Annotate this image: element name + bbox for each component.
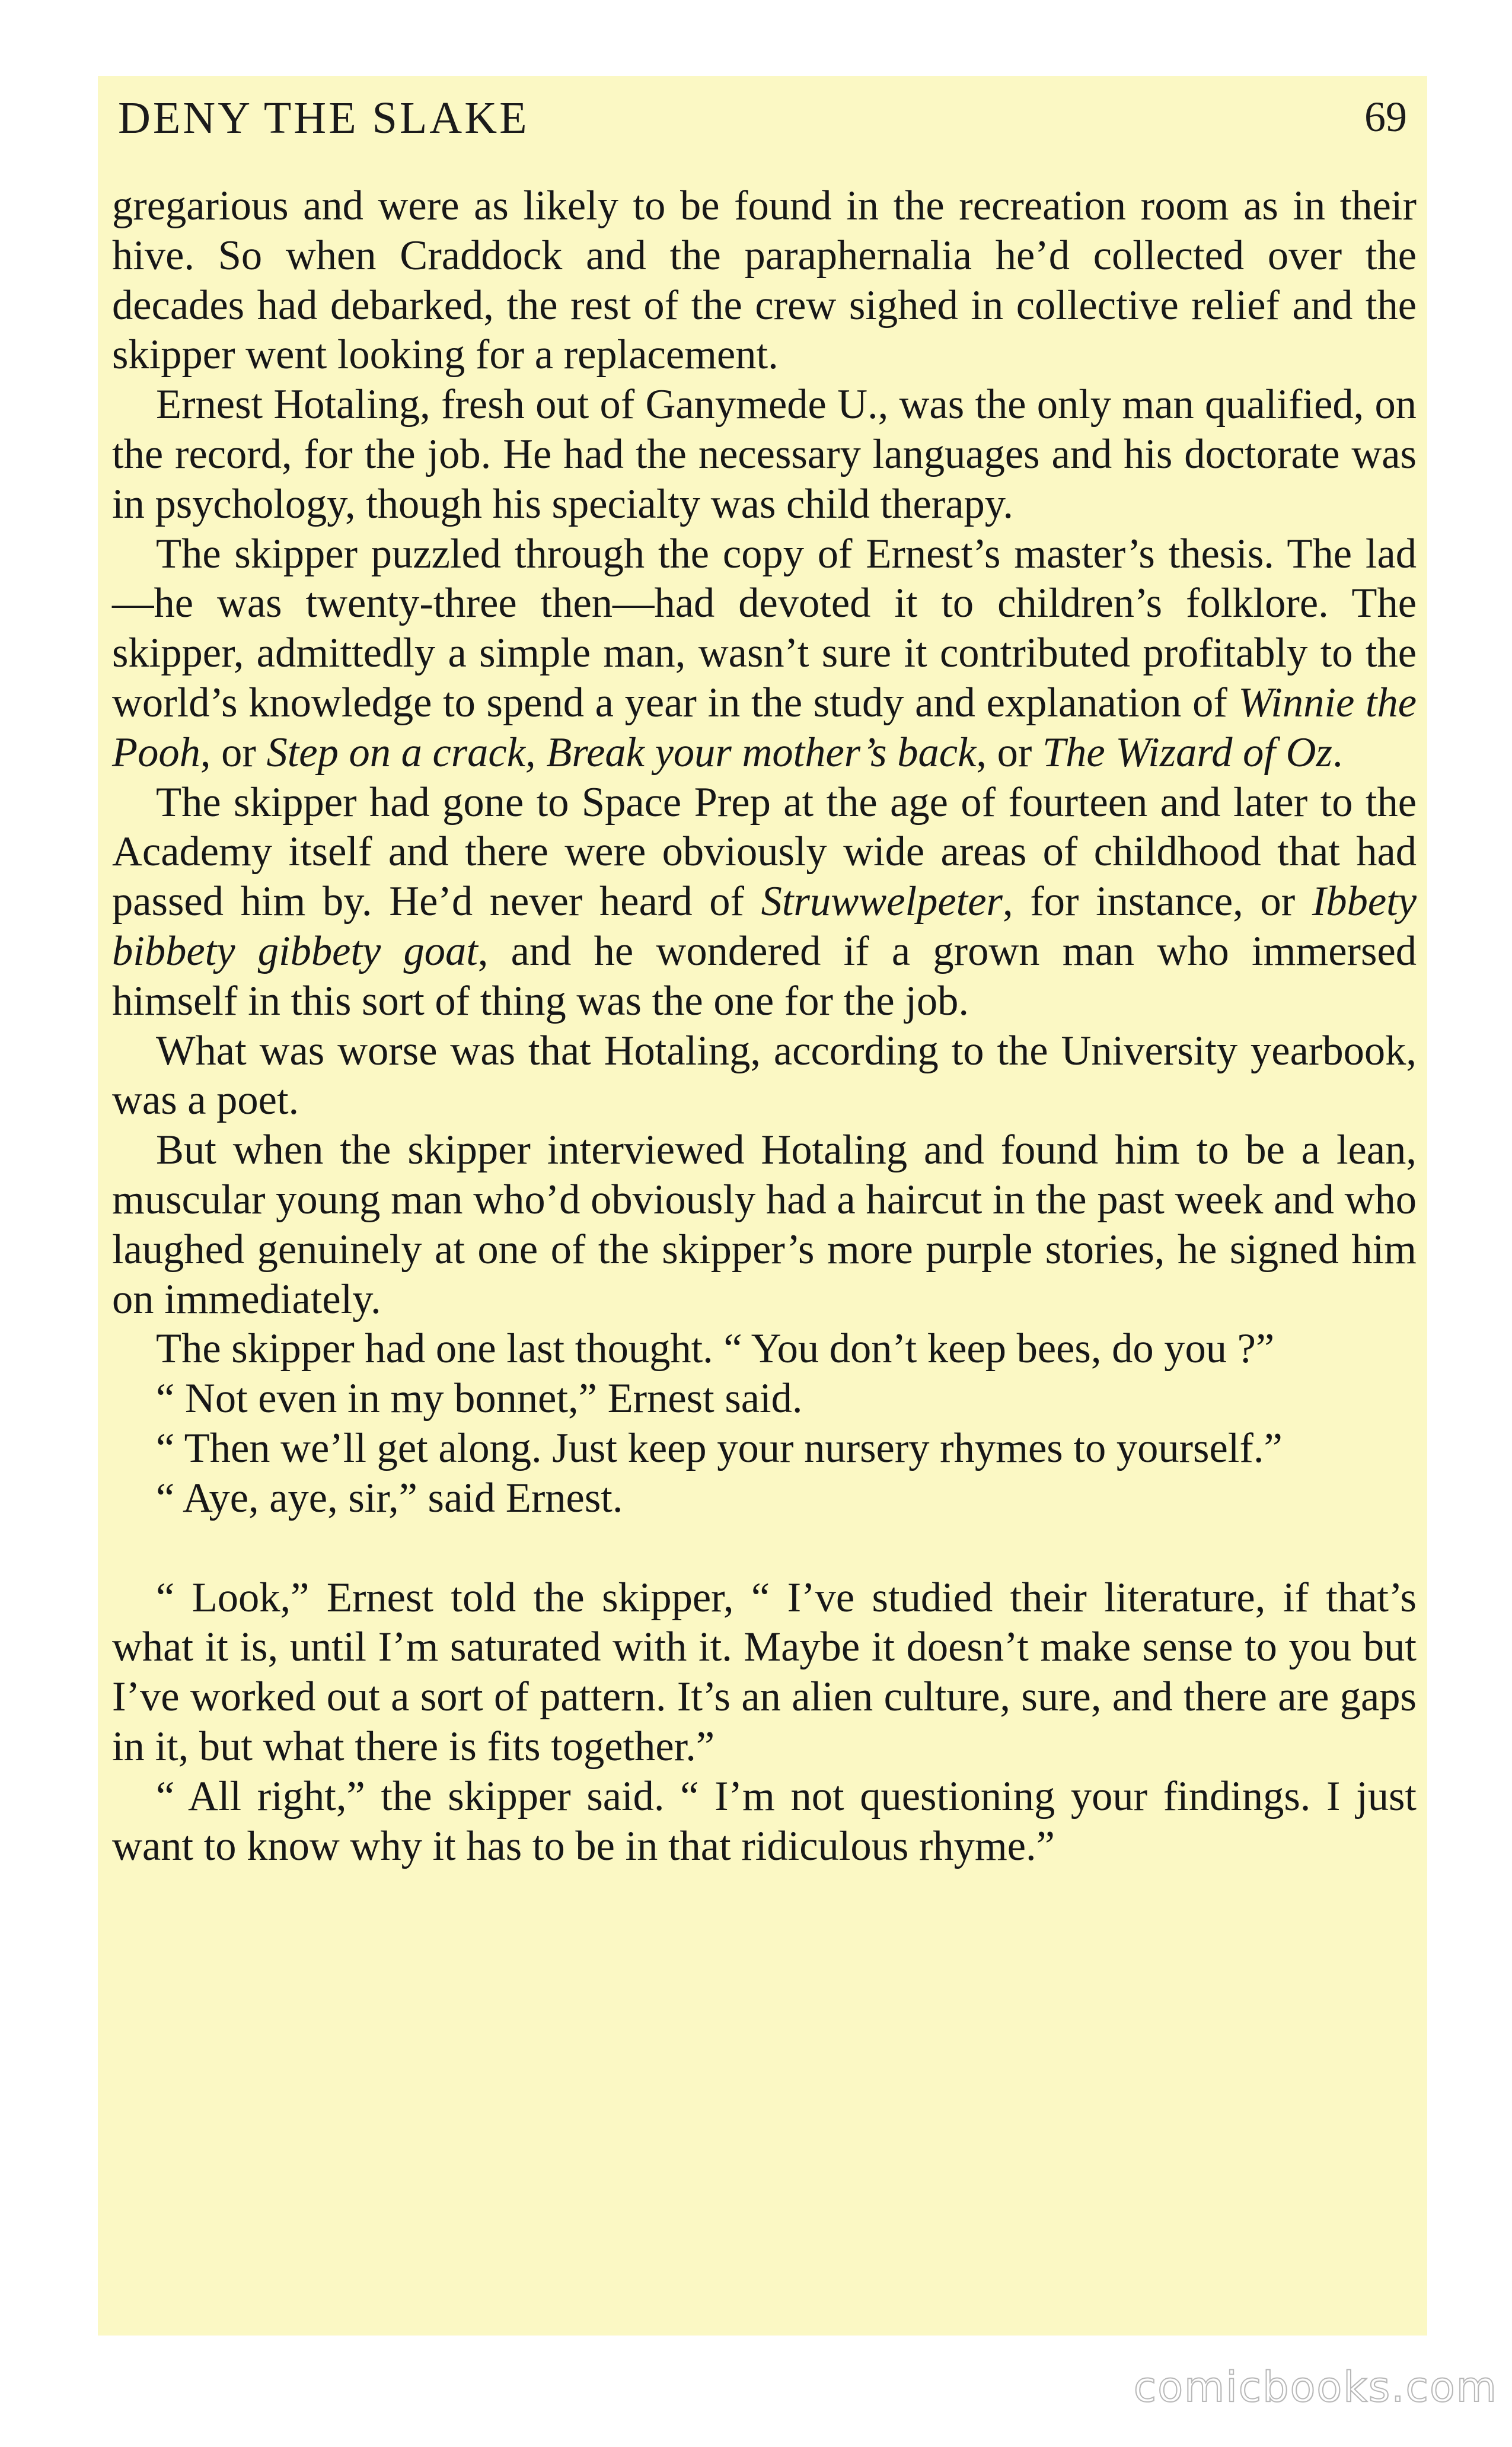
text-run: “ Look,” Ernest told the skipper, “ I’ve studied their literature, if that’s what it is, until I’m saturated with it. Maybe it doesn’t make sense to you but I’ve worked out a sort of pattern. It’s an alien culture, sure, and there are gaps in it, but what there is fits together.” [112,1574,1417,1770]
watermark-text: comicbooks.com [1133,2363,1498,2411]
paragraph [112,1424,1417,1474]
paragraph [112,181,1417,380]
text-run: Ernest Hotaling, fresh out of Ganymede U., was the only man qualified, on the record, for the job. He had the necessary languages and his doctorate was in psychology, though his specialty was child therapy. [112,381,1417,527]
text-run: . [1332,729,1343,776]
running-header [118,84,1407,149]
italic-title: The Wizard of Oz [1042,729,1332,776]
paragraph [112,1772,1417,1872]
italic-title: Ibbety bibbety gibbety goat [112,878,1417,974]
text-run: gregarious and were as likely to be found in the recreation room as in their hive. So when Craddock and the paraphernalia he’d collected over the decades had debarked, the rest of the crew sighed in collective relief and the skipper went looking for a replacement. [112,183,1417,378]
italic-title: Winnie the Pooh [112,679,1417,776]
text-run: “ Then we’ll get along. Just keep your nursery rhymes to yourself.” [156,1425,1283,1471]
paragraph [112,380,1417,529]
text-run: The skipper had one last thought. “ You don’t keep bees, do you ?” [156,1326,1275,1372]
text-run: , and he wondered if a grown man who immersed himself in this sort of thing was the one for the job. [112,928,1417,1024]
paragraph [112,778,1417,1027]
paragraph [112,1027,1417,1126]
italic-title: Struwwelpeter [761,878,1003,925]
text-run: , for instance, or [1002,878,1312,925]
text-run: But when the skipper interviewed Hotaling and found him to be a lean, muscular young man who’d obviously had a haircut in the past week and who laughed genuinely at one of the skipper’s more purple stories, he signed him on immediately. [112,1127,1417,1323]
text-run: “ Aye, aye, sir,” said Ernest. [156,1474,623,1521]
book-page [98,76,1427,2336]
italic-title: Step on a crack, Break your mother’s back [266,729,977,776]
text-run: What was worse was that Hotaling, according to the University yearbook, was a poet. [112,1027,1417,1124]
paragraph [112,530,1417,778]
page-number: 69 [1364,93,1407,141]
paragraph [112,1573,1417,1772]
text-run: “ All right,” the skipper said. “ I’m not questioning your findings. I just want to know why it has to be in that ridiculous rhyme.” [112,1773,1417,1869]
text-run: , or [200,729,267,776]
running-title: DENY THE SLAKE [118,93,529,143]
paragraph [112,1126,1417,1324]
paragraph [112,1374,1417,1424]
text-run: The skipper puzzled through the copy of Ernest’s master’s thesis. The lad—he was twenty-three then—had devoted it to children’s folklore. The skipper, admittedly a simple man, wasn’t sure it contributed profitably to the world’s knowledge to spend a year in the study and explanation of [112,530,1417,726]
text-run: “ Not even in my bonnet,” Ernest said. [156,1375,803,1422]
paragraph [112,1474,1417,1524]
paragraph [112,1324,1417,1374]
body-text [112,181,1417,1871]
text-run: , or [976,729,1042,776]
text-run: The skipper had gone to Space Prep at the age of fourteen and later to the Academy itself and there were obviously wide areas of childhood that had passed him by. He’d never heard of [112,779,1417,925]
